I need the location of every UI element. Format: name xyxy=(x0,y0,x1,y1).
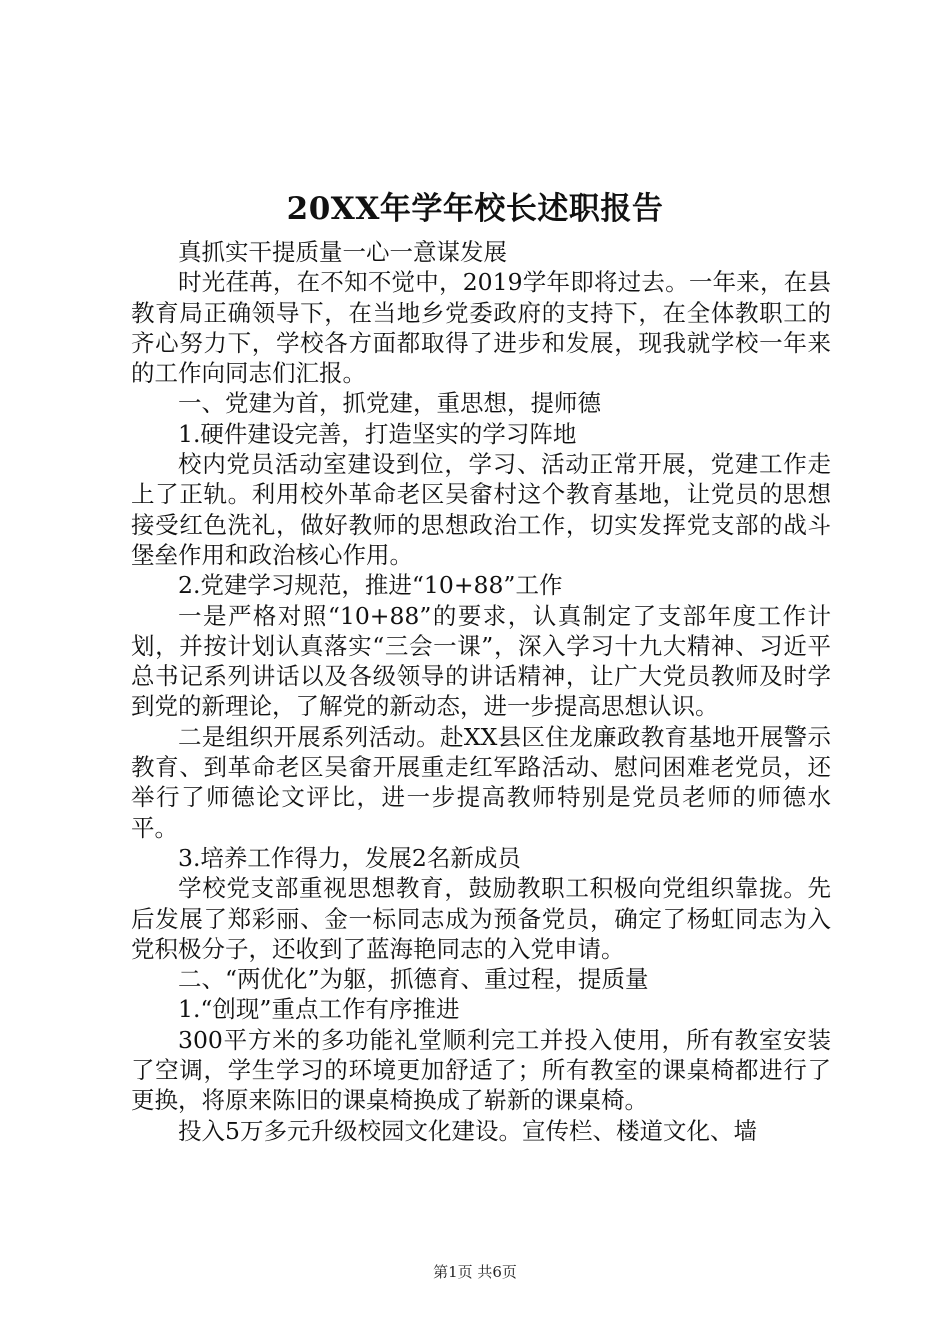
body-paragraph: 投入5万多元升级校园文化建设。宣传栏、楼道文化、墙 xyxy=(178,1116,757,1145)
subsection-heading: 1.硬件建设完善，打造坚实的学习阵地 xyxy=(178,419,577,448)
subsection-heading: 1.“创现”重点工作有序推进 xyxy=(178,995,460,1024)
body-paragraph: 300平方米的多功能礼堂顺利完工并投入使用，所有教室安装了空调，学生学习的环境更加舒适了；所有教室的课桌椅都进行了更换，将原来陈旧的课桌椅换成了崭新的课桌椅。 xyxy=(131,1025,831,1115)
subsection-heading: 3.培养工作得力，发展2名新成员 xyxy=(178,843,521,872)
body-paragraph: 时光荏苒，在不知不觉中，2019学年即将过去。一年来，在县教育局正确领导下，在当地乡党委政府的支持下，在全体教职工的齐心努力下，学校各方面都取得了进步和发展，现我就学校一年来的工作向同志们汇报。 xyxy=(131,268,831,388)
subtitle-paragraph: 真抓实干提质量一心一意谋发展 xyxy=(178,238,507,266)
body-paragraph: 二是组织开展系列活动。赴XX县区住龙廉政教育基地开展警示教育、到革命老区吴畲开展重走红军路活动、慰问困难老党员，还举行了师德论文评比，进一步提高教师特别是党员老师的师德水平。 xyxy=(131,722,831,842)
subsection-heading: 2.党建学习规范，推进“10+88”工作 xyxy=(178,571,563,600)
document-title: 20XX年学年校长述职报告 xyxy=(286,191,664,227)
body-paragraph: 学校党支部重视思想教育，鼓励教职工积极向党组织靠拢。先后发展了郑彩丽、金一标同志成为预备党员，确定了杨虹同志为入党积极分子，还收到了蓝海艳同志的入党申请。 xyxy=(131,874,831,963)
document-body xyxy=(131,237,831,1146)
body-paragraph: 校内党员活动室建设到位，学习、活动正常开展，党建工作走上了正轨。利用校外革命老区吴畲村这个教育基地，让党员的思想接受红色洗礼，做好教师的思想政治工作，切实发挥党支部的战斗堡垒作用和政治核心作用。 xyxy=(131,450,831,569)
section-heading: 一、党建为首，抓党建，重思想，提师德 xyxy=(178,389,601,418)
section-heading: 二、“两优化”为躯，抓德育、重过程，提质量 xyxy=(178,965,649,994)
page-footer: 第1页 共6页 xyxy=(433,1263,517,1281)
body-paragraph: 一是严格对照“10+88”的要求，认真制定了支部年度工作计划，并按计划认真落实“三会一课”，深入学习十九大精神、习近平总书记系列讲话以及各级领导的讲话精神，让广大党员教师及时学到党的新理论，了解党的新动态，进一步提高思想认识。 xyxy=(131,601,831,721)
